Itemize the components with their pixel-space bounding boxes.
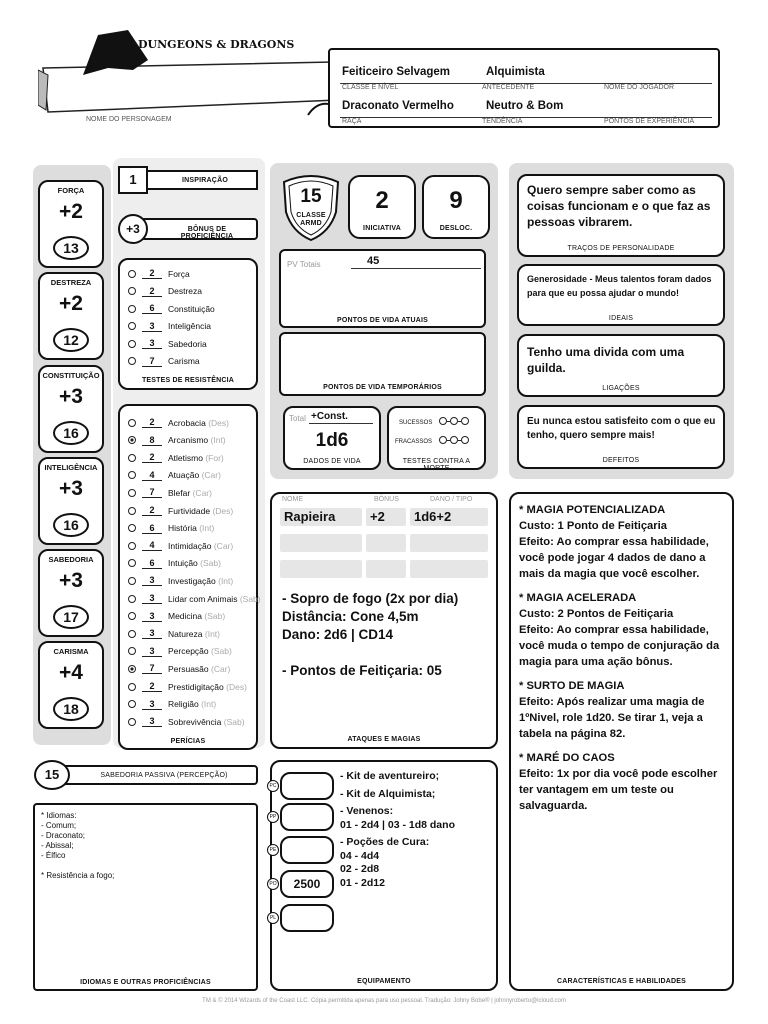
skill-ability: (Sab) [223, 716, 245, 727]
logo-text: DUNGEONS & DRAGONS [138, 38, 295, 51]
skill-row[interactable] [128, 608, 225, 625]
skill-ability: (Sab) [211, 646, 232, 657]
attack-col-bonus: BÔNUS [374, 496, 399, 503]
flaws-text[interactable]: Eu nunca estou satisfeito com o que eu tenho, quero sempre mais! [527, 416, 716, 441]
death-saves-box [387, 406, 486, 470]
skill-value: 7 [142, 663, 162, 674]
proficiency-checkbox[interactable] [128, 595, 136, 603]
flaws-label: DEFEITOS [602, 457, 640, 464]
hit-dice-value[interactable]: 1d6 [315, 430, 349, 451]
ability-name: INTELIGÊNCIA [44, 463, 98, 472]
skill-name [168, 470, 221, 480]
traits-text[interactable]: Quero sempre saber como as coisas funcionam e o que faz as pessoas vibrarem. [527, 183, 711, 229]
skill-ability: (Sab) [204, 611, 226, 622]
coin-value[interactable] [280, 836, 334, 864]
proficiency-label: BÔNUS DE PROFICIÊNCIA [180, 226, 234, 240]
skill-row[interactable] [128, 643, 232, 660]
proficiency-checkbox[interactable] [128, 577, 136, 585]
passive-perception-label: SABEDORIA PASSIVA (PERCEPÇÃO) [100, 772, 228, 779]
skill-name [168, 523, 214, 533]
saving-throw-row[interactable] [128, 318, 211, 335]
skill-name-text: Arcanismo [168, 435, 209, 446]
skill-name [168, 646, 232, 656]
proficiency-checkbox[interactable] [128, 665, 136, 673]
alignment-value[interactable]: Neutro & Bom [486, 100, 564, 112]
background-label: ANTECEDENTE [482, 84, 535, 91]
skill-name [168, 594, 261, 604]
ability-name: CONSTITUIÇÃO [42, 371, 100, 380]
skill-name-text: Sobrevivência [168, 716, 222, 727]
feature-line [519, 582, 731, 590]
attack-note-line: - Pontos de Feitiçaria: 05 [282, 663, 442, 678]
skill-ability: (Int) [204, 628, 220, 639]
proficiency-line: - Élfico [41, 851, 66, 860]
skill-ability: (Car) [213, 540, 234, 551]
equipment-line: - Kit de Alquimista; [340, 787, 436, 800]
skill-name-text: Atletismo [168, 452, 203, 463]
proficiency-line [41, 861, 114, 871]
coin-type-label: PP [267, 811, 279, 823]
proficiency-checkbox[interactable] [128, 718, 136, 726]
skill-value: 3 [142, 699, 162, 710]
proficiency-checkbox[interactable] [128, 507, 136, 515]
proficiency-checkbox[interactable] [128, 357, 136, 365]
proficiencies-box [33, 803, 258, 991]
feature-line: * SURTO DE MAGIA [519, 680, 625, 692]
skill-name [168, 576, 233, 586]
skill-name [168, 629, 220, 639]
skill-value: 2 [142, 417, 162, 428]
proficiency-checkbox[interactable] [128, 524, 136, 532]
skill-name-text: Percepção [168, 646, 209, 657]
ability-modifier[interactable]: +3 [59, 385, 83, 408]
proficiency-checkbox[interactable] [128, 287, 136, 295]
attack-row-damage[interactable]: 1d6+2 [410, 508, 488, 526]
feature-line: * MARÉ DO CAOS [519, 752, 615, 764]
skill-value: 3 [142, 593, 162, 604]
skill-name [168, 488, 212, 498]
skill-value: 6 [142, 558, 162, 569]
skill-ability: (Int) [201, 699, 217, 710]
skill-name-text: Natureza [168, 628, 203, 639]
skill-row[interactable] [128, 625, 220, 642]
ability-4 [38, 549, 104, 637]
death-saves-label: TESTES CONTRA A MORTE [402, 458, 471, 472]
speed-value[interactable]: 9 [449, 187, 463, 214]
attack-row-empty[interactable] [366, 534, 406, 552]
skill-value: 4 [142, 470, 162, 481]
attack-row-name[interactable]: Rapieira [280, 508, 362, 526]
race-label: RAÇA [342, 118, 362, 125]
skill-ability: (Des) [212, 505, 234, 516]
attack-col-damage: DANO / TIPO [430, 496, 473, 503]
skill-name [168, 558, 221, 568]
class-level-value[interactable]: Feiticeiro Selvagem [342, 66, 451, 78]
skills-box [118, 404, 261, 750]
ideals-box [517, 264, 725, 326]
skill-name-text: Investigação [168, 575, 216, 586]
passive-perception [34, 760, 258, 790]
temp-hp-label: PONTOS DE VIDA TEMPORÁRIOS [323, 384, 442, 391]
coin-value[interactable] [280, 904, 334, 932]
skill-name-text: Religião [168, 699, 199, 710]
temp-hp-box [279, 332, 486, 396]
saving-throw-value: 3 [142, 338, 162, 349]
death-failure-label: FRACASSOS [395, 439, 433, 445]
proficiency-checkbox[interactable] [128, 454, 136, 462]
player-name-label: NOME DO JOGADOR [604, 84, 675, 91]
background-value[interactable]: Alquimista [486, 66, 545, 78]
equipment-line: - Poções de Cura: [340, 836, 430, 848]
bonds-label: LIGAÇÕES [602, 385, 640, 392]
proficiency-line: * Idiomas: [41, 811, 77, 820]
attack-note-line: Dano: 2d6 | CD14 [282, 627, 394, 642]
coin-value[interactable] [280, 772, 334, 800]
hp-max-value[interactable]: 45 [367, 255, 380, 267]
skill-value: 7 [142, 487, 162, 498]
feature-line: Efeito: 1x por dia você pode escolher ter vantagem em um teste ou salvaguarda. [519, 768, 718, 812]
speed-label: DESLOC. [439, 225, 473, 232]
ability-3 [38, 457, 104, 545]
skill-name [168, 435, 226, 445]
attack-note-line: - Sopro de fogo (2x por dia) [282, 591, 459, 606]
proficiency-checkbox[interactable] [128, 542, 136, 550]
skill-ability: (Car) [211, 663, 231, 674]
ability-modifier[interactable]: +2 [59, 292, 83, 315]
skill-name-text: Medicina [168, 611, 203, 622]
skill-value: 3 [142, 628, 162, 639]
skill-value: 3 [142, 716, 162, 727]
armor-class [280, 172, 342, 242]
skill-value: 4 [142, 540, 162, 551]
skill-row[interactable] [128, 555, 221, 572]
features-label: CARACTERÍSTICAS E HABILIDADES [556, 978, 687, 985]
skill-row[interactable] [128, 678, 247, 695]
skill-row[interactable] [128, 696, 216, 713]
attacks-label: ATAQUES E MAGIAS [347, 736, 421, 743]
feature-line: Efeito: Ao comprar essa habilidade, você pode jogar 4 dados de dano a mais da magia que você escolher. [519, 536, 709, 580]
skill-value: 2 [142, 681, 162, 692]
ability-modifier[interactable]: +3 [59, 569, 83, 592]
skill-row[interactable] [128, 449, 224, 466]
proficiency-checkbox[interactable] [128, 471, 136, 479]
equipment-line: 01 - 2d12 [340, 876, 385, 889]
equipment-line: 02 - 2d8 [340, 863, 380, 875]
saving-throw-row[interactable] [128, 335, 207, 352]
ideals-text[interactable]: Generosidade - Meus talentos foram dados para que eu possa ajudar o mundo! [527, 274, 712, 298]
proficiency-line: - Comum; [41, 821, 77, 830]
initiative-label: INICIATIVA [363, 225, 401, 232]
saving-throw-value: 7 [142, 356, 162, 367]
skill-name [168, 611, 225, 621]
attack-col-name: NOME [282, 496, 303, 503]
skill-value: 2 [142, 505, 162, 516]
death-success-checks[interactable] [439, 417, 469, 425]
ability-modifier[interactable]: +2 [59, 200, 83, 223]
skill-name-text: Blefar [168, 487, 191, 498]
proficiency-checkbox[interactable] [128, 322, 136, 330]
saving-throw-row[interactable] [128, 283, 202, 300]
proficiency-checkbox[interactable] [128, 419, 136, 427]
saving-throw-name: Força [168, 268, 190, 279]
saving-throw-name: Carisma [168, 356, 200, 366]
skill-row[interactable] [128, 484, 212, 501]
equipment-line: 01 - 2d4 | 03 - 1d8 dano [340, 818, 455, 831]
ability-name: SABEDORIA [48, 555, 94, 564]
features-box [509, 492, 734, 991]
saving-throw-value: 6 [142, 303, 162, 314]
attacks-box [270, 492, 498, 749]
skill-name [168, 699, 216, 709]
proficiency-checkbox[interactable] [128, 559, 136, 567]
hit-dice-box [283, 406, 381, 470]
saving-throw-value: 2 [142, 286, 162, 297]
flaws-box [517, 405, 725, 469]
skill-ability: (Sab) [239, 593, 261, 604]
skill-value: 3 [142, 611, 162, 622]
initiative-box [348, 175, 416, 239]
skill-name-text: Atuação [168, 470, 200, 481]
saving-throw-name: Destreza [168, 286, 203, 296]
proficiency-checkbox[interactable] [128, 489, 136, 497]
skill-ability: (Car) [192, 487, 212, 498]
ability-5 [38, 641, 104, 729]
skill-ability: (Des) [208, 417, 229, 428]
ability-2 [38, 365, 104, 453]
traits-box [517, 174, 725, 257]
skill-value: 8 [142, 435, 162, 446]
skill-name [168, 664, 230, 674]
saving-throw-value: 3 [142, 321, 162, 332]
feature-line: Efeito: Após realizar uma magia de 1ºNivel, role 1d20. Se tirar 1, veja a tabela na página 82. [519, 696, 705, 740]
skill-name-text: Persuasão [168, 663, 209, 674]
skill-row[interactable] [128, 713, 245, 730]
coin-value[interactable]: 2500 [280, 870, 334, 898]
ability-score[interactable]: 16 [53, 513, 89, 537]
attack-row-empty[interactable] [366, 560, 406, 578]
skill-name-text: Intimidação [168, 540, 212, 551]
skill-name [168, 453, 224, 463]
saving-throws-box [118, 258, 258, 390]
skill-ability: (Car) [201, 470, 221, 481]
race-value[interactable]: Draconato Vermelho [342, 100, 454, 112]
skill-value: 6 [142, 523, 162, 534]
skill-ability: (Des) [226, 681, 247, 692]
hp-current-label: PONTOS DE VIDA ATUAIS [337, 317, 428, 324]
skill-name-text: Acrobacia [168, 417, 206, 428]
attack-row-empty[interactable] [410, 560, 488, 578]
skill-name [168, 541, 233, 551]
ability-score[interactable]: 17 [53, 605, 89, 629]
proficiency-line: * Resistência a fogo; [41, 871, 115, 880]
coin-type-label: PO [267, 878, 279, 890]
logo-banner [38, 30, 338, 120]
proficiencies-label: IDIOMAS E OUTRAS PROFICIÊNCIAS [80, 979, 211, 986]
feature-line: Custo: 2 Pontos de Feitiçaria [519, 608, 674, 620]
coin-type-label: PE [267, 844, 279, 856]
skill-row[interactable] [128, 502, 233, 519]
saving-throw-name: Constituição [168, 303, 215, 314]
attack-row-bonus[interactable]: +2 [366, 508, 406, 526]
feature-line: * MAGIA POTENCIALIZADA [519, 504, 666, 516]
coin-type-label: PC [267, 780, 279, 792]
death-failure-checks[interactable] [439, 436, 469, 444]
traits-label: TRAÇOS DE PERSONALIDADE [567, 245, 675, 252]
inspiration-box[interactable] [118, 166, 258, 194]
skill-name [168, 418, 229, 428]
bonds-box [517, 334, 725, 397]
skill-ability: (For) [205, 452, 224, 463]
attack-row-empty[interactable] [410, 534, 488, 552]
footer-copyright: TM & © 2014 Wizards of the Coast LLC. Cópia permitida apenas para uso pessoal. Tradução: Johny Bobe® | johnnyroberto@icloud.com [202, 998, 566, 1004]
skill-row[interactable] [128, 660, 230, 677]
coin-type-label: PL [267, 912, 279, 924]
proficiency-value: +3 [118, 214, 148, 244]
class-level-label: CLASSE E NÍVEL [342, 84, 399, 91]
saving-throw-row[interactable] [128, 265, 190, 282]
skill-name [168, 506, 233, 516]
equipment-label: EQUIPAMENTO [357, 978, 411, 985]
saving-throw-name: Sabedoria [168, 338, 207, 349]
equipment-line: - Venenos: [340, 805, 394, 817]
skill-value: 2 [142, 452, 162, 463]
skill-row[interactable] [128, 537, 233, 554]
ability-score[interactable]: 18 [53, 697, 89, 721]
proficiency-checkbox[interactable] [128, 270, 136, 278]
coin-value[interactable] [280, 803, 334, 831]
proficiency-checkbox[interactable] [128, 305, 136, 313]
proficiency-checkbox[interactable] [128, 630, 136, 638]
proficiency-checkbox[interactable] [128, 700, 136, 708]
proficiency-checkbox[interactable] [128, 647, 136, 655]
ability-modifier[interactable]: +3 [59, 477, 83, 500]
inspiration-value[interactable]: 1 [118, 166, 148, 194]
hd-total-value: +Const. [311, 411, 348, 422]
hd-total-label: Total [289, 414, 306, 423]
hit-dice-label: DADOS DE VIDA [303, 458, 361, 465]
ability-name: DESTREZA [50, 278, 92, 287]
proficiency-checkbox[interactable] [128, 436, 136, 444]
skill-ability: (Sab) [200, 558, 221, 569]
alignment-label: TENDÊNCIA [482, 118, 523, 125]
skill-name-text: Furtividade [168, 505, 211, 516]
character-name-label: NOME DO PERSONAGEM [86, 116, 172, 123]
hit-points-box [279, 249, 486, 328]
skill-row[interactable] [128, 520, 214, 537]
feature-line [519, 742, 731, 750]
skill-name-text: História [168, 523, 197, 534]
ability-name: FORÇA [57, 186, 85, 195]
saving-throw-value: 2 [142, 268, 162, 279]
skill-value: 3 [142, 575, 162, 586]
ability-score[interactable]: 12 [53, 328, 89, 352]
proficiency-line: - Abissal; [41, 841, 74, 850]
proficiency-line: - Draconato; [41, 831, 86, 840]
skill-row[interactable] [128, 572, 233, 589]
death-success-label: SUCESSOS [399, 420, 433, 426]
skill-row[interactable] [128, 414, 229, 431]
skills-label: PERÍCIAS [170, 738, 206, 745]
feature-line: Custo: 1 Ponto de Feitiçaria [519, 520, 667, 532]
hp-max-label: PV Totais [287, 260, 321, 269]
skill-ability: (Int) [210, 435, 226, 446]
inspiration-label: INSPIRAÇÃO [182, 177, 228, 184]
proficiency-checkbox[interactable] [128, 340, 136, 348]
ability-score[interactable]: 13 [53, 236, 89, 260]
saving-throw-name: Inteligência [168, 321, 212, 331]
saving-throws-label: TESTES DE RESISTÊNCIA [141, 377, 235, 384]
bonds-text[interactable]: Tenho uma divida com uma guilda. [527, 345, 685, 375]
xp-label: PONTOS DE EXPERIÊNCIA [604, 118, 695, 125]
speed-box [422, 175, 490, 239]
proficiency-box [118, 214, 258, 244]
feature-line: * MAGIA ACELERADA [519, 592, 637, 604]
ideals-label: IDEAIS [608, 315, 634, 322]
ability-modifier[interactable]: +4 [59, 661, 83, 684]
passive-perception-value: 15 [34, 760, 70, 790]
skill-ability: (Int) [199, 523, 215, 534]
skill-value: 3 [142, 646, 162, 657]
armor-class-label: CLASSE ARMD [296, 212, 326, 227]
ability-1 [38, 272, 104, 360]
proficiency-checkbox[interactable] [128, 612, 136, 620]
skill-row[interactable] [128, 590, 261, 607]
skill-name [168, 717, 245, 727]
skill-name-text: Intuição [168, 558, 198, 569]
ability-name: CARISMA [53, 647, 89, 656]
attack-note-line [282, 644, 458, 662]
equipment-line: 04 - 4d4 [340, 849, 380, 862]
skill-name-text: Lidar com Animais [168, 593, 238, 604]
skill-name [168, 682, 247, 692]
attack-row-empty[interactable] [280, 534, 362, 552]
header-info-box [328, 48, 720, 128]
skill-ability: (Int) [218, 575, 234, 586]
attack-note-line: Distância: Cone 4,5m [282, 609, 419, 624]
ability-0 [38, 180, 104, 268]
feature-line: Efeito: Ao comprar essa habilidade, você muda o tempo de conjuração da magia para uma ação bônus. [519, 624, 720, 668]
feature-line [519, 670, 731, 678]
initiative-value[interactable]: 2 [375, 187, 389, 214]
skill-name-text: Prestidigitação [168, 681, 224, 692]
equipment-line: - Kit de aventureiro; [340, 770, 440, 782]
saving-throw-row[interactable] [128, 300, 215, 317]
saving-throw-row[interactable] [128, 353, 200, 370]
skill-row[interactable] [128, 467, 221, 484]
ability-score[interactable]: 16 [53, 421, 89, 445]
skill-row[interactable] [128, 432, 226, 449]
proficiency-checkbox[interactable] [128, 683, 136, 691]
attack-row-empty[interactable] [280, 560, 362, 578]
armor-class-value[interactable]: 15 [300, 186, 322, 207]
